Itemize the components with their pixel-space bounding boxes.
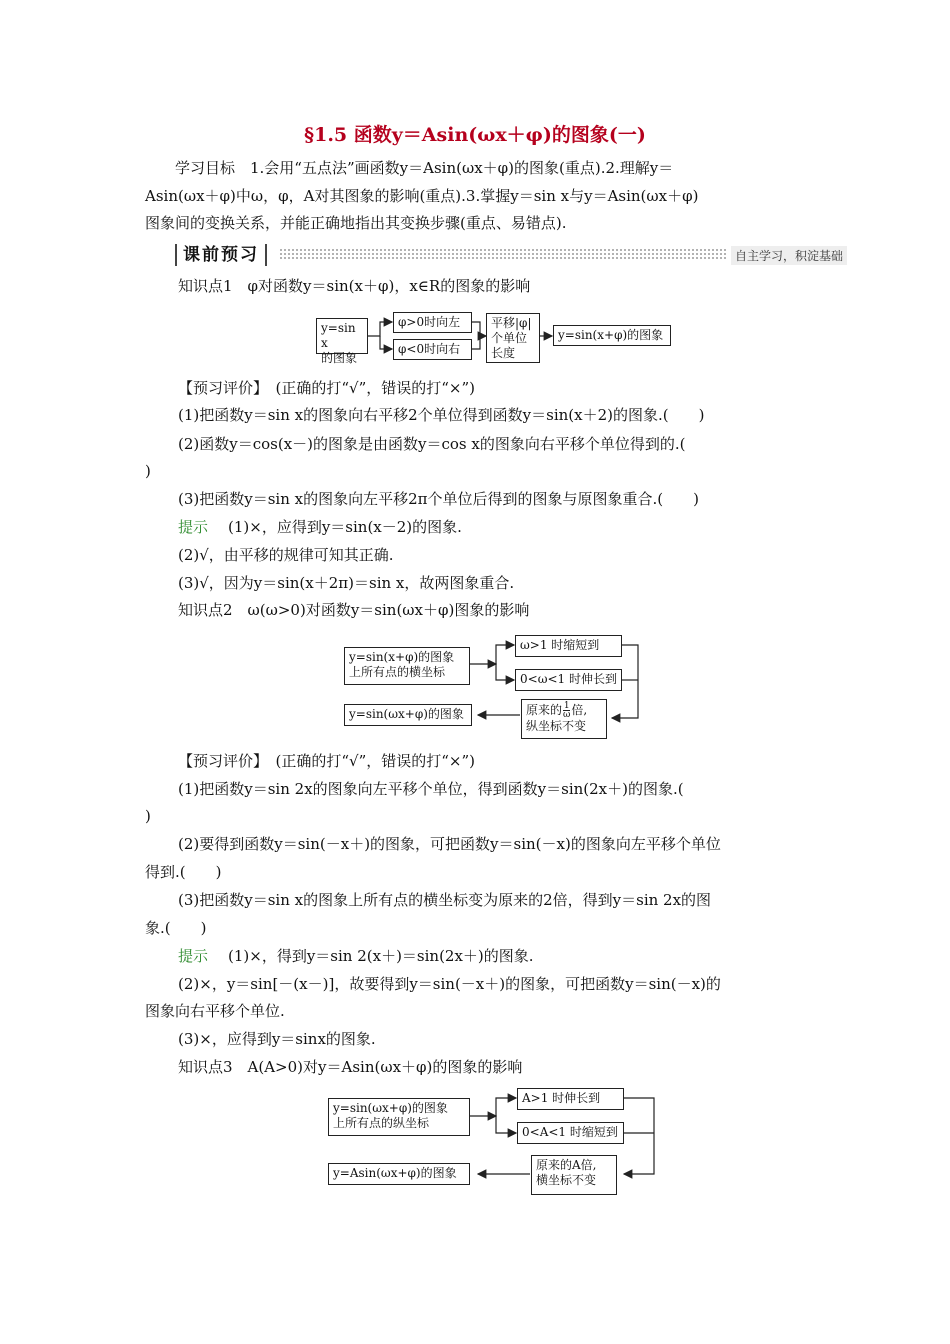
k1-shift-line2: 个单位 xyxy=(491,331,528,345)
objective-line-1: 学习目标 1.会用“五点法”画函数y＝Asin(ωx＋φ)的图象(重点).2.理解y＝ xyxy=(175,159,674,177)
banner-side-text: 自主学习，积淀基础 xyxy=(731,246,847,265)
k3-lt-box: 0<A<1 时缩短到 xyxy=(517,1122,624,1144)
k1-end-box: y=sin(x+φ)的图象 xyxy=(553,325,671,346)
k3-times-box xyxy=(531,1155,617,1195)
k1-start-box xyxy=(316,318,368,365)
k2-start-box xyxy=(344,647,470,685)
k3-times-line1: 原来的A倍, xyxy=(536,1158,597,1172)
k1-a3: (3)√，因为y＝sin(x＋2π)＝sin x，故两图象重合. xyxy=(178,574,515,592)
k2-a2a: (2)×，y＝sin[－(x－)]，故要得到y＝sin(－x＋)的图象，可把函数y＝sin(－x)的 xyxy=(178,975,721,993)
k1-review: 【预习评价】 (正确的打“√”，错误的打“×”) xyxy=(178,379,476,397)
k1-hint-label: 提示 xyxy=(178,518,209,536)
banner-label: 课前预习 xyxy=(175,244,267,266)
k1-shift-line1: 平移|φ| xyxy=(491,316,532,330)
k2-a1: (1)×，得到y＝sin 2(x＋)＝sin(2x＋)的图象. xyxy=(228,947,534,965)
k3-start-line2: 上所有点的纵坐标 xyxy=(333,1116,430,1130)
k3-gt-box: A>1 时伸长到 xyxy=(517,1088,624,1110)
k2-start-line1: y=sin(x+φ)的图象 xyxy=(349,650,455,664)
objective-line-3: 图象间的变换关系，并能正确地指出其变换步骤(重点、易错点). xyxy=(145,214,567,232)
k1-q2b: ) xyxy=(145,462,151,480)
k2-q2b: 得到.( ) xyxy=(145,863,222,881)
k3-end-box: y=Asin(ωx+φ)的图象 xyxy=(328,1163,470,1185)
k1-a1: (1)×，应得到y＝sin(x－2)的图象. xyxy=(228,518,462,536)
k2-end-box: y=sin(ωx+φ)的图象 xyxy=(344,704,472,726)
k2-fraction: $\frac{1}{\omega}$ xyxy=(563,701,571,720)
k1-q1: (1)把函数y＝sin x的图象向右平移2个单位得到函数y＝sin(x＋2)的图象.( ) xyxy=(178,406,705,424)
k3-start-box xyxy=(328,1098,470,1136)
k1-pos-box: φ>0时向左 xyxy=(393,312,472,333)
k2-a2b: 图象向右平移个单位. xyxy=(145,1002,285,1020)
k2-q2a: (2)要得到函数y＝sin(－x＋)的图象，可把函数y＝sin(－x)的图象向左平移个单位 xyxy=(178,835,721,853)
k2-hint-label: 提示 xyxy=(178,947,209,965)
k2-a3: (3)×，应得到y＝sinx的图象. xyxy=(178,1030,376,1048)
k2-times-line1: 原来的 $\frac{1}{\omega}$ 倍, xyxy=(526,701,588,720)
k3-times-line2: 横坐标不变 xyxy=(536,1173,597,1187)
k2-q3b: 象.( ) xyxy=(145,919,207,937)
k1-start-line2: 的图象 xyxy=(321,351,358,365)
k2-times-line2: 纵坐标不变 xyxy=(526,719,587,733)
objective-line-2: Asin(ωx＋φ)中ω，φ，A对其图象的影响(重点).3.掌握y＝sin x与y＝Asin(ωx＋φ) xyxy=(145,187,699,205)
k2-q3a: (3)把函数y＝sin x的图象上所有点的横坐标变为原来的2倍，得到y＝sin 2x的图 xyxy=(178,891,712,909)
k2-lt-box: 0<ω<1 时伸长到 xyxy=(515,669,622,691)
k1-shift-line3: 长度 xyxy=(491,346,516,360)
k1-neg-box: φ<0时向右 xyxy=(393,339,472,360)
k1-a2: (2)√，由平移的规律可知其正确. xyxy=(178,546,394,564)
k1-start-line1: y=sin x xyxy=(321,321,356,350)
k2-gt-box: ω>1 时缩短到 xyxy=(515,635,622,657)
k2-q1b: ) xyxy=(145,807,151,825)
k2-q1a: (1)把函数y＝sin 2x的图象向左平移个单位，得到函数y＝sin(2x＋)的图象.( xyxy=(178,780,684,798)
k2-heading: 知识点2 ω(ω>0)对函数y＝sin(ωx＋φ)图象的影响 xyxy=(178,601,530,619)
k2-review: 【预习评价】 (正确的打“√”，错误的打“×”) xyxy=(178,752,476,770)
page-title: §1.5 函数y＝Asin(ωx＋φ)的图象(一) xyxy=(304,124,646,146)
k1-q3: (3)把函数y＝sin x的图象向左平移2π个单位后得到的图象与原图象重合.( ) xyxy=(178,490,699,508)
k3-heading: 知识点3 A(A>0)对y＝Asin(ωx＋φ)的图象的影响 xyxy=(178,1058,523,1076)
k1-shift-box xyxy=(486,313,540,363)
k2-times-box xyxy=(521,699,607,739)
k3-start-line1: y=sin(ωx+φ)的图象 xyxy=(333,1101,448,1115)
k1-heading: 知识点1 φ对函数y＝sin(x＋φ)，x∈R的图象的影响 xyxy=(178,277,531,295)
k1-q2a: (2)函数y＝cos(x－)的图象是由函数y＝cos x的图象向右平移个单位得到的.( xyxy=(178,435,686,453)
k2-start-line2: 上所有点的横坐标 xyxy=(349,665,446,679)
